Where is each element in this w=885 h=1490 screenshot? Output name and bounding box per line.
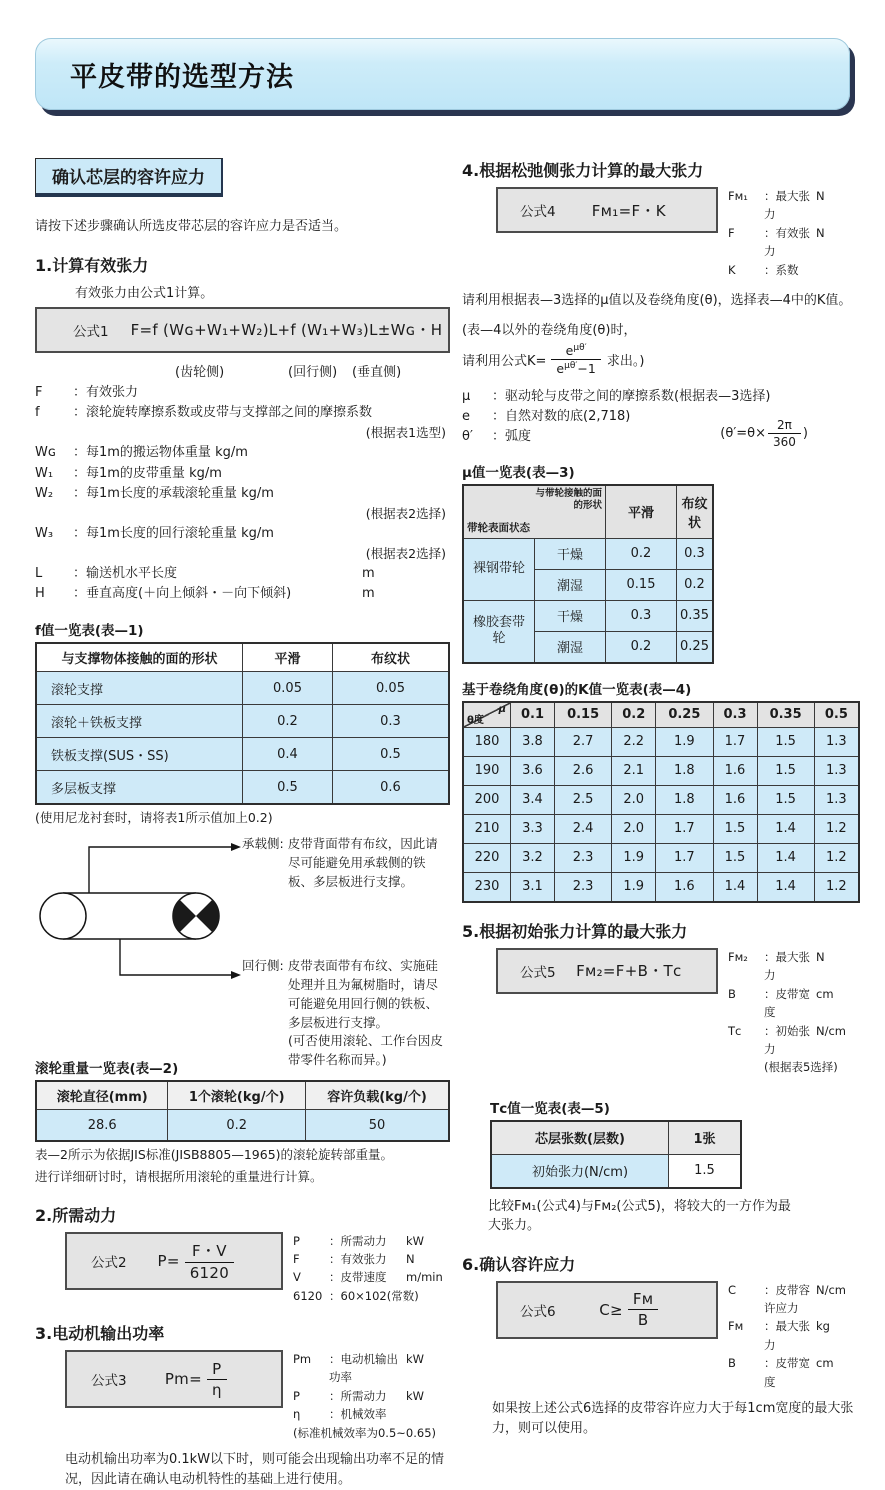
table-cell: 3.4 <box>511 785 555 814</box>
table-cell: 1.2 <box>814 872 859 902</box>
table-cell: 1.3 <box>814 756 859 785</box>
table-cell: 210 <box>463 814 511 843</box>
table-cell: 1.2 <box>814 843 859 872</box>
table-cell: 2.7 <box>555 727 612 756</box>
table-header-cell: 0.5 <box>814 702 859 728</box>
table-cell: 0.2 <box>677 569 714 600</box>
k-value-table <box>462 701 860 903</box>
table2-title: 滚轮重量一览表(表—2) <box>35 1061 179 1078</box>
formula-3-fraction: $\frac{P}{\eta}$ <box>207 1360 227 1399</box>
table-cell: 2.3 <box>555 872 612 902</box>
formula-4-legend: Fᴍ₁ ：最大张力 N F ：有效张力 N K ：系数 <box>728 189 825 277</box>
return-side-annotation <box>242 957 450 1070</box>
formula-4-row <box>462 187 860 279</box>
formula-6-lhs: C≥ <box>599 1300 623 1319</box>
table-cell: 0.25 <box>677 631 714 663</box>
intro-text: 请按下述步骤确认所选皮带芯层的容许应力是否适当。 <box>35 219 348 234</box>
table-row <box>463 785 859 814</box>
table-cell: 1.5 <box>757 727 814 756</box>
table-cell: 1.4 <box>757 843 814 872</box>
definition-row: H ：垂直高度(＋向上倾斜・－向下倾斜) m <box>35 586 375 602</box>
definition-row: F ：有效张力 <box>35 384 139 400</box>
heading-step2: 2.所需动力 <box>35 1205 117 1225</box>
table-cell: 2.2 <box>612 727 656 756</box>
formula-2-row <box>35 1232 450 1306</box>
motor-output-note: 电动机输出功率为0.1kW以下时，则可能会出现输出功率不足的情况，因此请在确认电动机特性的基础上进行使用。 <box>65 1452 445 1488</box>
table-cell: 1.5 <box>757 756 814 785</box>
table-cell: 1.8 <box>656 756 713 785</box>
table-header-cell: 容许负载(kg/个) <box>305 1081 449 1110</box>
table-row <box>36 1110 449 1142</box>
table-row <box>463 843 859 872</box>
definition-row: Wɢ ：每1m的搬运物体重量 kg/m <box>35 444 248 460</box>
table-cell: 铁板支撑(SUS・SS) <box>36 738 243 771</box>
right-column <box>462 158 860 1490</box>
table-cell: 0.4 <box>243 738 333 771</box>
table-cell: 28.6 <box>36 1110 168 1142</box>
formula-6-box <box>496 1281 718 1339</box>
table-cell: 0.6 <box>333 771 449 805</box>
table-cell: 初始张力(N/cm) <box>491 1154 669 1188</box>
table-header-cell: 滚轮直径(mm) <box>36 1081 168 1110</box>
table-cell: 0.5 <box>243 771 333 805</box>
table-header-cell: 0.1 <box>511 702 555 728</box>
formula-1-label: 公式1 <box>73 323 109 340</box>
table-cell: 1.9 <box>656 727 713 756</box>
table-header-cell: 1张 <box>669 1121 742 1155</box>
formula-3-row <box>35 1350 450 1442</box>
k-formula-post: 求出。) <box>606 354 645 370</box>
k-formula-fraction: $\frac{e^{\mu\theta'}}{e^{\mu\theta'}-1}$ <box>551 343 600 376</box>
table-cell: 干燥 <box>535 538 606 569</box>
table-header-cell: 0.25 <box>656 702 713 728</box>
table-row <box>463 872 859 902</box>
heading-step3: 3.电动机输出功率 <box>35 1324 165 1344</box>
table-cell: 1.5 <box>713 843 757 872</box>
formula-6-label: 公式6 <box>520 1303 556 1320</box>
diagonal-header-cell: 与带轮接触的面 的形状 带轮表面状态 <box>463 485 606 539</box>
formula-4-box <box>496 187 718 233</box>
table-cell: 1.6 <box>713 785 757 814</box>
definition-note: (根据表2选择) <box>365 545 446 561</box>
page-title-banner <box>35 38 850 110</box>
table-cell: 1.2 <box>814 814 859 843</box>
table-cell: 0.2 <box>606 538 677 569</box>
table-row <box>463 814 859 843</box>
table-cell: 0.35 <box>677 600 714 631</box>
formula-2-fraction: $\frac{F・V}{6120}$ <box>185 1240 234 1282</box>
table-cell: 滚轮支撑 <box>36 672 243 705</box>
table-header-cell: 0.3 <box>713 702 757 728</box>
table-cell: 0.3 <box>677 538 714 569</box>
table-cell: 0.5 <box>333 738 449 771</box>
term-label: (垂直侧) <box>352 364 402 380</box>
table-cell: 1.4 <box>757 814 814 843</box>
return-side-text: 皮带表面带有布纹、实施硅处理并且为氟树脂时，请尽可能避免用回行侧的铁板、多层板进行支撑。 <box>287 958 439 1030</box>
formula-5-label: 公式5 <box>520 964 556 981</box>
carry-side-arrowhead-icon <box>231 843 241 851</box>
formula-5-legend: Fᴍ₂ ：最大张力 N B ：皮带宽度 cm Tᴄ ：初始张力 N/cm (根据表5选择) <box>728 949 847 1075</box>
formula-5-expression: Fᴍ₂=F+B・Tᴄ <box>576 962 682 981</box>
symbol-definitions <box>35 383 450 606</box>
table-cell: 180 <box>463 727 511 756</box>
row-group-label: 橡胶套带轮 <box>463 600 535 663</box>
return-side-label: 回行侧: <box>242 958 284 974</box>
table-row <box>463 727 859 756</box>
heading-step1: 1.计算有效张力 <box>35 255 149 275</box>
definition-row: W₃ ：每1m长度的回行滚轮重量 kg/m <box>35 525 274 541</box>
table-header-cell: 芯层张数(层数) <box>491 1121 669 1155</box>
table-header-cell: 0.2 <box>612 702 656 728</box>
table-cell: 潮湿 <box>535 631 606 663</box>
table-cell: 50 <box>305 1110 449 1142</box>
page <box>0 38 885 1488</box>
table-cell: 2.6 <box>555 756 612 785</box>
table-cell: 2.0 <box>612 814 656 843</box>
table-cell: 1.9 <box>612 843 656 872</box>
formula-2-label: 公式2 <box>91 1254 127 1271</box>
k-formula-intro: (表—4以外的卷绕角度(θ)时， <box>462 323 637 339</box>
definition-row: W₁ ：每1m的皮带重量 kg/m <box>35 465 222 481</box>
table-cell: 干燥 <box>535 600 606 631</box>
table-cell: 0.2 <box>168 1110 306 1142</box>
formula-1-term-labels <box>35 359 450 381</box>
table-cell: 多层板支撑 <box>36 771 243 805</box>
table-cell: 3.6 <box>511 756 555 785</box>
table-header-cell: 平滑 <box>606 485 677 539</box>
heading-step4: 4.根据松弛侧张力计算的最大张力 <box>462 161 704 180</box>
k-symbol-definitions: μ ：驱动轮与皮带之间的摩擦系数(根据表—3选择) e ：自然对数的底(2,718) θ′ ：弧度 (θ′=θ× $\frac{2\pi}{360}$ ) <box>462 388 808 449</box>
two-column-layout <box>0 110 885 1490</box>
definition-row: W₂ ：每1m长度的承载滚轮重量 kg/m <box>35 486 274 502</box>
term-label: (回行侧) <box>288 364 338 380</box>
table-cell: 1.7 <box>656 843 713 872</box>
theta-conversion-formula: (θ′=θ× $\frac{2\pi}{360}$ ) <box>720 417 808 449</box>
formula-2-legend: P ：所需动力 kW F ：有效张力 N V ：皮带速度 m/min 6120 ：60×102(常数) <box>293 1233 443 1303</box>
table-cell: 1.7 <box>713 727 757 756</box>
formula-5-row <box>462 948 860 1077</box>
table-row <box>36 705 449 738</box>
table-cell: 1.9 <box>612 872 656 902</box>
table-cell: 2.5 <box>555 785 612 814</box>
k-value-instruction: 请利用根据表—3选择的μ值以及卷绕角度(θ)，选择表—4中的K值。 <box>462 292 852 308</box>
table-row <box>36 738 449 771</box>
roller-weight-table <box>35 1080 450 1142</box>
k-formula-line <box>462 343 860 376</box>
conveyor-diagram <box>35 835 450 1067</box>
carry-side-arrow-line <box>89 847 231 893</box>
formula-3-label: 公式3 <box>91 1373 127 1390</box>
table-cell: 1.4 <box>713 872 757 902</box>
definition-row: f ：滚轮旋转摩擦系数或皮带与支撑部之间的摩擦系数 <box>35 405 373 421</box>
heading-step5: 5.根据初始张力计算的最大张力 <box>462 921 688 941</box>
allowable-stress-note: 如果按上述公式6选择的皮带容许应力大于每1cm宽度的最大张力，则可以使用。 <box>492 1401 854 1437</box>
table-cell: 0.3 <box>606 600 677 631</box>
table-row <box>463 756 859 785</box>
formula-3-legend: Pm ：电动机输出功率 kW P ：所需动力 kW η ：机械效率 (标准机械效率为0.5~0.65) <box>293 1350 450 1442</box>
formula-5-box <box>496 948 718 994</box>
formula-1-expression: F=f (Wɢ+W₁+W₂)L+f (W₁+W₃)L±Wɢ・H <box>130 321 443 339</box>
table-cell: 1.8 <box>656 785 713 814</box>
legend-note: (标准机械效率为0.5~0.65) <box>293 1425 437 1440</box>
table-header-cell: 布纹状 <box>677 485 714 539</box>
table-cell: 230 <box>463 872 511 902</box>
f-value-table <box>35 642 450 805</box>
formula-1-box <box>35 307 450 353</box>
table-cell: 2.0 <box>612 785 656 814</box>
mu-value-table <box>462 484 714 664</box>
table-header-cell: 1个滚轮(kg/个) <box>168 1081 306 1110</box>
table-cell: 1.7 <box>656 814 713 843</box>
row-group-label: 裸钢带轮 <box>463 538 535 600</box>
carry-side-label: 承载侧: <box>242 836 284 852</box>
table-cell: 3.1 <box>511 872 555 902</box>
section-header-box <box>35 158 223 197</box>
table-cell: 3.2 <box>511 843 555 872</box>
table-header-cell: 平滑 <box>243 643 333 672</box>
heading-step6: 6.确认容许应力 <box>462 1254 576 1274</box>
table-header-cell: 0.35 <box>757 702 814 728</box>
definition-row: L ：输送机水平长度 m <box>35 565 375 581</box>
table-header-cell: 0.15 <box>555 702 612 728</box>
left-column <box>35 158 450 1490</box>
formula-6-fraction: $\frac{\text{Fᴍ}}{B}$ <box>628 1290 659 1329</box>
table-cell: 3.3 <box>511 814 555 843</box>
formula-4-expression: Fᴍ₁=F・K <box>591 201 666 220</box>
table-row <box>463 538 713 569</box>
return-side-arrow-line <box>120 939 231 975</box>
table-cell: 滚轮＋铁板支撑 <box>36 705 243 738</box>
table5-title: Tᴄ值一览表(表—5) <box>490 1100 610 1117</box>
table2-note: 表—2所示为依据JIS标准(JISB8805—1965)的滚轮旋转部重量。 <box>35 1147 394 1163</box>
table-cell: 2.3 <box>555 843 612 872</box>
formula-2-lhs: P= <box>157 1251 180 1270</box>
table-cell: 0.3 <box>333 705 449 738</box>
table-cell: 1.3 <box>814 727 859 756</box>
table-cell: 190 <box>463 756 511 785</box>
table-cell: 1.6 <box>713 756 757 785</box>
table-cell: 2.4 <box>555 814 612 843</box>
page-title: 平皮带的选型方法 <box>70 61 294 93</box>
tc-value-table <box>490 1120 742 1189</box>
table4-title: 基于卷绕角度(θ)的K值一览表(表—4) <box>462 681 692 698</box>
table-header-cell: 与支撑物体接触的面的形状 <box>36 643 243 672</box>
table-cell: 3.8 <box>511 727 555 756</box>
table-cell: 0.2 <box>243 705 333 738</box>
return-side-arrowhead-icon <box>231 971 241 979</box>
table-cell: 1.4 <box>757 872 814 902</box>
table-cell: 0.05 <box>243 672 333 705</box>
table-cell: 220 <box>463 843 511 872</box>
definition-note: (根据表2选择) <box>365 506 446 522</box>
k-formula-pre: 请利用公式K= <box>462 354 547 370</box>
table-row <box>491 1154 741 1188</box>
table1-note: (使用尼龙衬套时，请将表1所示值加上0.2) <box>35 810 273 826</box>
table-cell: 200 <box>463 785 511 814</box>
table-cell: 1.5 <box>757 785 814 814</box>
table-header-cell: 布纹状 <box>333 643 449 672</box>
table3-title: μ值一览表(表—3) <box>462 464 575 481</box>
diagonal-corner-cell: μ θ度 <box>463 702 511 728</box>
formula-3-lhs: Pm= <box>164 1370 202 1389</box>
step1-lead: 有效张力由公式1计算。 <box>75 285 214 301</box>
table-cell: 0.15 <box>606 569 677 600</box>
formula-6-legend: C ：皮带容许应力 N/cm Fᴍ ：最大张力 kg B ：皮带宽度 cm <box>728 1282 847 1389</box>
table-cell: 0.2 <box>606 631 677 663</box>
section-header-label: 确认芯层的容许应力 <box>52 168 205 188</box>
return-side-note: (可否使用滚轮、工作台因皮带零件名称而异。) <box>288 1033 443 1067</box>
carry-side-annotation <box>242 835 450 891</box>
formula-2-box <box>65 1232 283 1290</box>
formula-6-row <box>462 1281 860 1391</box>
table-row <box>36 771 449 805</box>
table-cell: 1.5 <box>669 1154 742 1188</box>
formula-3-box <box>65 1350 283 1408</box>
tail-pulley-icon <box>40 893 86 939</box>
table-cell: 1.6 <box>656 872 713 902</box>
formula-4-label: 公式4 <box>520 204 556 220</box>
table1-title: f值一览表(表—1) <box>35 623 144 640</box>
table-cell: 潮湿 <box>535 569 606 600</box>
table-row <box>463 600 713 631</box>
definition-note: (根据表1选型) <box>365 425 446 441</box>
table-cell: 1.3 <box>814 785 859 814</box>
table-cell: 1.5 <box>713 814 757 843</box>
compare-tension-note: 比较Fᴍ₁(公式4)与Fᴍ₂(公式5)，将较大的一方作为最大张力。 <box>488 1198 791 1234</box>
carry-side-text: 皮带背面带有布纹，因此请尽可能避免用承载侧的铁板、多层板进行支撑。 <box>287 836 438 889</box>
table-cell: 2.1 <box>612 756 656 785</box>
table-cell: 0.05 <box>333 672 449 705</box>
table-row <box>36 672 449 705</box>
table2-note: 进行详细研讨时，请根据所用滚轮的重量进行计算。 <box>35 1169 323 1185</box>
term-label: (齿轮侧) <box>175 364 225 380</box>
